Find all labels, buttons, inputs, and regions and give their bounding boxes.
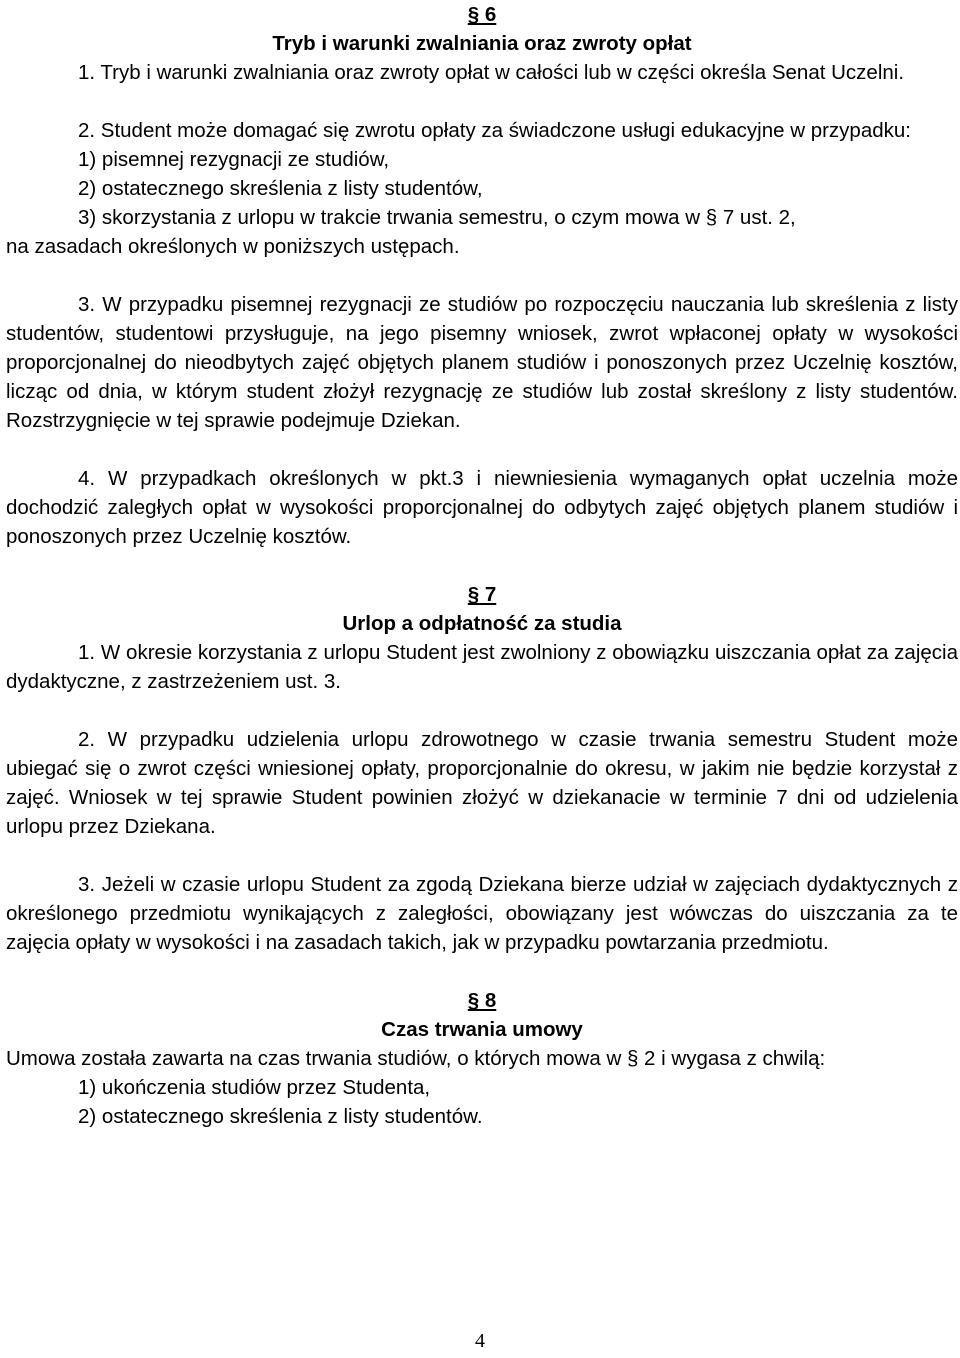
section-6-paragraph-2-tail: na zasadach określonych w poniższych ustępach. xyxy=(6,235,460,258)
section-6-paragraph-2-intro: 2. Student może domagać się zwrotu opłaty za świadczone usługi edukacyjne w przypadku: xyxy=(78,119,911,142)
section-6-paragraph-1: 1. Tryb i warunki zwalniania oraz zwroty opłat w całości lub w części określa Senat Uczelni. xyxy=(78,61,905,84)
section-7-title: Urlop a odpłatność za studia xyxy=(342,612,622,635)
section-6-list-item: 3) skorzystania z urlopu w trakcie trwania semestru, o czym mowa w § 7 ust. 2, xyxy=(78,206,796,229)
section-6-number: § 6 xyxy=(467,3,497,26)
section-7-number: § 7 xyxy=(467,583,497,606)
section-6-paragraph-3: 3. W przypadku pisemnej rezygnacji ze studiów po rozpoczęciu nauczania lub skreślenia z listy studentów, studentowi przysługuje, na jego pisemny wniosek, zwrot wpłaconej opłaty w wysokości proporcjonalnej do nieodbytych zajęć objętych planem studiów i ponoszonych przez Uczelnię kosztów, licząc od dnia, w którym student złożył rezygnację ze studiów lub został skreślony z listy studentów. Rozstrzygnięcie w tej sprawie podejmuje Dziekan. xyxy=(6,293,958,432)
section-7-paragraph-1: 1. W okresie korzystania z urlopu Student jest zwolniony z obowiązku uiszczania opłat za zajęcia dydaktyczne, z zastrzeżeniem ust. 3. xyxy=(6,641,958,693)
section-6-paragraph-4: 4. W przypadkach określonych w pkt.3 i niewniesienia wymaganych opłat uczelnia może dochodzić zaległych opłat w wysokości proporcjonalnej do odbytych zajęć objętych planem studiów i ponoszonych przez Uczelnię kosztów. xyxy=(6,467,958,548)
section-6-list-item: 2) ostatecznego skreślenia z listy studentów, xyxy=(78,177,483,200)
section-6-title: Tryb i warunki zwalniania oraz zwroty opłat xyxy=(272,32,692,55)
section-7-paragraph-2: 2. W przypadku udzielenia urlopu zdrowotnego w czasie trwania semestru Student może ubiegać się o zwrot części wniesionej opłaty, proporcjonalnie do okresu, w jakim nie będzie korzystał z zajęć. Wniosek w tej sprawie Student powinien złożyć w dziekanacie w terminie 7 dni od udzielenia urlopu przez Dziekana. xyxy=(6,728,958,838)
document-page xyxy=(6,0,958,1131)
section-8-title: Czas trwania umowy xyxy=(381,1018,583,1041)
section-8-list-item: 2) ostatecznego skreślenia z listy studentów. xyxy=(78,1105,483,1128)
page-number: 4 xyxy=(475,1330,485,1352)
section-7-paragraph-3: 3. Jeżeli w czasie urlopu Student za zgodą Dziekana bierze udział w zajęciach dydaktycznych z określonego przedmiotu wynikających z zaległości, obowiązany jest wówczas do uiszczania za te zajęcia opłaty w wysokości i na zasadach takich, jak w przypadku powtarzania przedmiotu. xyxy=(6,873,958,954)
section-6-list-item: 1) pisemnej rezygnacji ze studiów, xyxy=(78,148,390,171)
section-8-list-item: 1) ukończenia studiów przez Studenta, xyxy=(78,1076,431,1099)
section-8-number: § 8 xyxy=(467,989,497,1012)
section-8-intro: Umowa została zawarta na czas trwania studiów, o których mowa w § 2 i wygasa z chwilą: xyxy=(6,1047,826,1070)
